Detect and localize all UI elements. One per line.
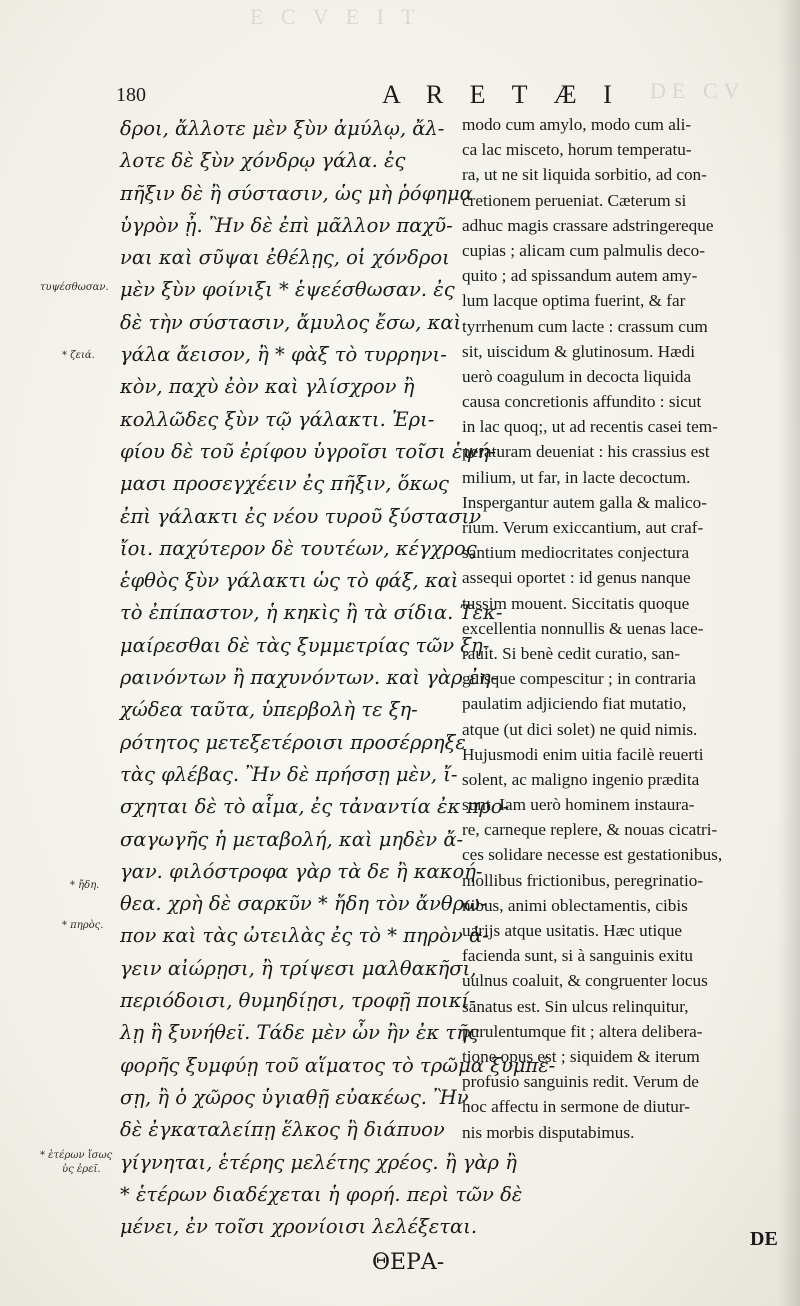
latin-line: ca lac misceto, horum temperatu-	[462, 140, 692, 160]
greek-line: μαίρεσθαι δὲ τὰς ξυμμετρίας τῶν ξη-	[120, 633, 490, 657]
page-edge-shadow	[778, 0, 800, 1306]
latin-line: hoc affectu in sermone de diutur-	[462, 1097, 690, 1117]
latin-line: cupias ; alicam cum palmulis deco-	[462, 240, 705, 260]
greek-line: χώδεα ταῦτα, ὑπερβολὴ τε ξη-	[120, 698, 418, 722]
greek-line: λῃ ἢ ξυνήθεϊ. Τάδε μὲν ὦν ἢν ἐκ τῆς	[120, 1021, 479, 1045]
marginal-note: * ἑτέρων ἴσως	[40, 1150, 113, 1161]
catchword-latin: DE	[750, 1228, 778, 1250]
latin-line: uarijs atque usitatis. Hæc utique	[462, 921, 683, 940]
marginal-note: τυψέσθωσαν.	[40, 282, 109, 293]
latin-line: ces solidare necesse est gestationibus,	[462, 845, 723, 865]
latin-line: assequi oportet : id genus nanque	[462, 568, 691, 588]
latin-line: tussim mouent. Siccitatis quoque	[462, 593, 690, 613]
latin-line: ra, ut ne sit liquida sorbitio, ad con-	[462, 165, 707, 185]
latin-line: rauit. Si benè cedit curatio, san-	[462, 643, 681, 663]
greek-line: ναι καὶ σῦψαι ἐθέλῃς, οἱ χόνδροι	[120, 246, 450, 270]
greek-line: σχηται δὲ τὸ αἷμα, ἐς τἀναντία ἐκ προ-	[120, 795, 510, 819]
latin-line: nis morbis disputabimus.	[462, 1122, 635, 1142]
latin-line: Inspergantur autem galla & malico-	[462, 492, 707, 512]
greek-line: ἴοι. παχύτερον δὲ τουτέων, κέγχρος	[120, 536, 477, 560]
greek-line: δροι, ἄλλοτε μὲν ξὺν ἀμύλῳ, ἄλ-	[120, 117, 445, 140]
latin-line: milium, ut far, in lacte decoctum.	[462, 467, 691, 487]
greek-line: γάλα ἄεισον, ἢ * φὰξ τὸ τυρρηνι-	[120, 343, 447, 367]
latin-line: guisque compescitur ; in contraria	[462, 669, 696, 689]
latin-line: uulnus coaluit, & congruenter locus	[462, 971, 708, 991]
latin-line: excellentia nonnullis & uenas lace-	[462, 618, 704, 638]
greek-line: κὸν, παχὺ ἐὸν καὶ γλίσχρον ἢ	[120, 375, 415, 399]
catchword-greek: ΘΕΡΑ-	[372, 1250, 445, 1275]
page-number: 180	[116, 84, 146, 106]
latin-line: mollibus frictionibus, peregrinatio-	[462, 870, 704, 890]
greek-line: γειν αἰώρῃσι, ἢ τρίψεσι μαλθακῆσι,	[120, 956, 477, 980]
greek-line: ὑγρὸν ᾖ. Ἢν δὲ ἐπὶ μᾶλλον παχῦ-	[120, 213, 453, 237]
greek-line: μὲν ξὺν φοίνιξι * ἑψεέσθωσαν. ἐς	[120, 278, 455, 302]
greek-line: θεα. χρὴ δὲ σαρκῦν * ἤδη τὸν ἄνθρω-	[120, 892, 487, 916]
latin-line: tione opus est ; siquidem & iterum	[462, 1046, 700, 1066]
greek-line: δὲ ἐγκαταλείπῃ ἕλκος ἢ διάπυον	[120, 1118, 445, 1142]
bleed-through-head: DE CV	[650, 78, 746, 103]
latin-line: re, carneque replere, & nouas cicatri-	[462, 820, 718, 840]
greek-line: ἐπὶ γάλακτι ἐς νέου τυροῦ ξύστασιν	[120, 504, 482, 528]
greek-line: μασι προσεγχέειν ἐς πῆξιν, ὅκως	[120, 472, 449, 496]
greek-line: * ἑτέρων διαδέχεται ἡ φορή. περὶ τῶν δὲ	[120, 1182, 523, 1206]
latin-line: Hujusmodi enim uitia facilè reuerti	[462, 744, 704, 764]
marginal-note: * πηρὸς.	[62, 920, 104, 931]
latin-line: quito ; ad spissandum autem amy-	[462, 266, 698, 286]
greek-line: ραινόντων ἢ παχυνόντων. καὶ γὰρ ἐη-	[120, 666, 498, 690]
greek-line: ἑφθὸς ξὺν γάλακτι ὡς τὸ φάξ, καὶ	[120, 569, 459, 593]
greek-line: λοτε δὲ ξὺν χόνδρῳ γάλα. ἐς	[120, 149, 406, 173]
greek-line: ρότητος μετεξετέροισι προσέρρηξε	[120, 730, 466, 754]
latin-line: rium. Verum exiccantium, aut craf-	[462, 518, 704, 537]
greek-line: φίου δὲ τοῦ ἐρίφου ὑγροῖσι τοῖσι ἑψή-	[120, 439, 496, 463]
latin-line: atque (ut dici solet) ne quid nimis.	[462, 719, 698, 739]
latin-line: santium mediocritates conjectura	[462, 543, 690, 563]
marginal-note: ὑς ἐρεῖ.	[62, 1164, 101, 1175]
running-head: A R E T Æ I	[382, 80, 622, 109]
bleed-through-text: E C V E I T	[250, 4, 421, 29]
greek-line: τὰς φλέβας. Ἢν δὲ πρήσσῃ μὲν, ἴ-	[120, 762, 458, 786]
latin-line: tyrrhenum cum lacte : crassum cum	[462, 316, 708, 336]
greek-line: κολλῶδες ξὺν τῷ γάλακτι. Ἐρι-	[120, 407, 435, 431]
latin-line: in lac quoq;, ut ad recentis casei tem-	[462, 417, 718, 437]
latin-line: adhuc magis crassare adstringereque	[462, 215, 714, 235]
latin-line: modo cum amylo, modo cum ali-	[462, 115, 692, 134]
greek-line: σῃ, ἢ ὁ χῶρος ὑγιαθῇ εὐακέως. Ἢν	[120, 1085, 469, 1109]
greek-line: πον καὶ τὰς ὠτειλὰς ἐς τὸ * πηρὸν ἀ-	[120, 924, 489, 948]
latin-line: causa concretionis affundito : sicut	[462, 392, 702, 412]
latin-line: cretionem perueniat. Cæterum si	[462, 190, 687, 210]
latin-line: sit, uiscidum & glutinosum. Hædi	[462, 341, 696, 361]
greek-line: φορῆς ξυμφύῃ τοῦ αἵματος τὸ τρῶμα ξυμπέ-	[120, 1053, 556, 1077]
latin-line: nibus, animi oblectamentis, cibis	[462, 895, 688, 915]
latin-line: facienda sunt, si à sanguinis exitu	[462, 946, 694, 966]
latin-line: sanatus est. Sin ulcus relinquitur,	[462, 996, 689, 1016]
latin-line: lum lacque optima fuerint, & far	[462, 291, 686, 311]
greek-line: πῆξιν δὲ ἢ σύστασιν, ὡς μὴ ῥόφημα	[120, 181, 473, 205]
greek-line: γαν. φιλόστροφα γὰρ τὰ δε ἢ κακοή-	[120, 859, 483, 883]
latin-line: peraturam deueniat : his crassius est	[462, 442, 710, 462]
latin-line: uerò coagulum in decocta liquida	[462, 366, 692, 386]
greek-line: μένει, ἐν τοῖσι χρονίοισι λελέξεται.	[120, 1215, 478, 1239]
latin-text-column	[462, 112, 776, 1145]
greek-line: τὸ ἐπίπαστον, ἡ κηκὶς ἢ τὰ σίδια. Τεκ-	[120, 601, 503, 625]
greek-line: δὲ τὴν σύστασιν, ἄμυλος ἔσω, καὶ	[120, 310, 462, 334]
latin-line: solent, ac maligno ingenio prædita	[462, 769, 700, 789]
marginal-note: * ἤδη.	[70, 880, 100, 891]
greek-line: περιόδοισι, θυμηδίῃσι, τροφῇ ποικί-	[120, 989, 476, 1013]
marginal-note: * ζειά.	[62, 350, 95, 361]
latin-line: sunt. Iam uerò hominem instaura-	[462, 795, 695, 815]
latin-line: paulatim adjiciendo fiat mutatio,	[462, 694, 687, 714]
greek-line: σαγωγῆς ἡ μεταβολή, καὶ μηδὲν ἄ-	[120, 827, 464, 851]
greek-line: γίγνηται, ἑτέρης μελέτης χρέος. ἢ γὰρ ἢ	[120, 1150, 517, 1174]
latin-line: purulentumque fit ; altera delibera-	[462, 1021, 703, 1041]
latin-line: profusio sanguinis redit. Verum de	[462, 1072, 699, 1092]
